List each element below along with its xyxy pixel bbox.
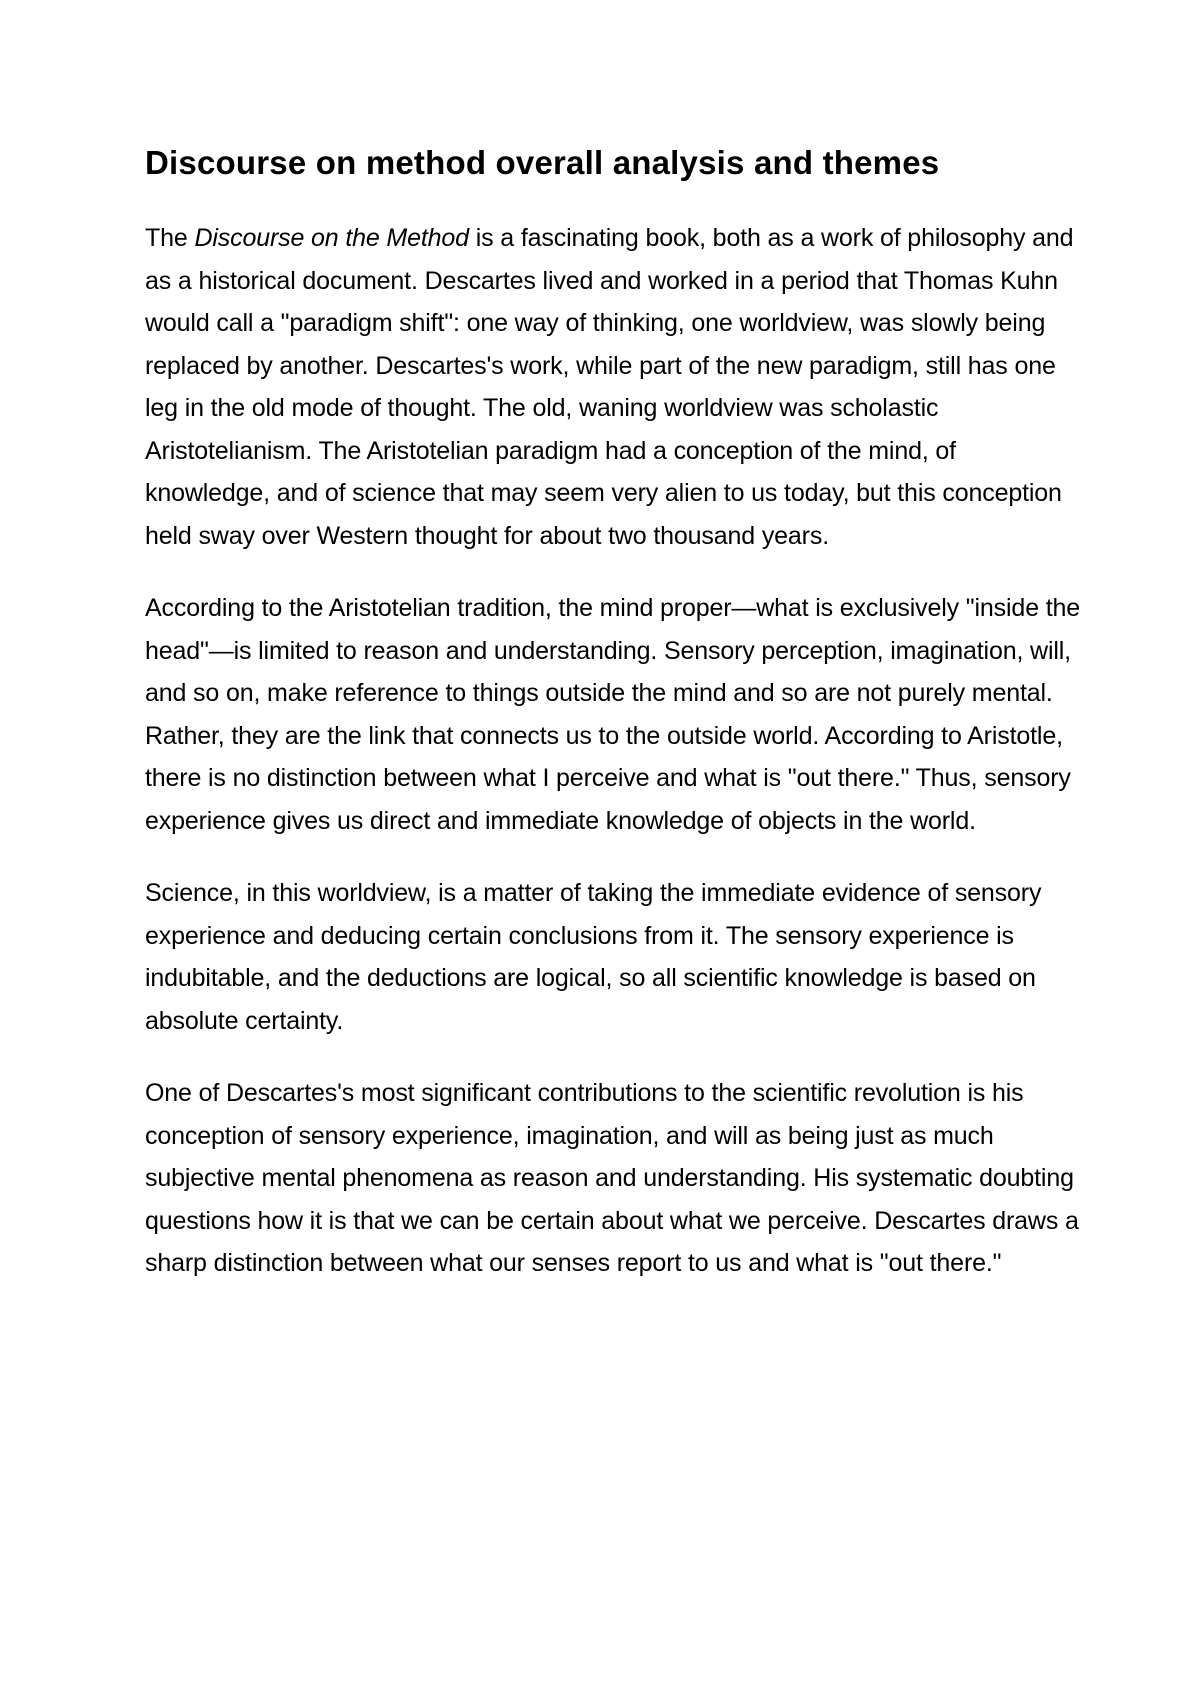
paragraph-4: One of Descartes's most significant contributions to the scientific revolution is his conception of sensory experience, imagination, and will as being just as much subjective mental phenomena as reason and understanding. His systematic doubting questions how it is that we can be certain about what we perceive. Descartes draws a sharp distinction between what our senses report to us and what is "out there." bbox=[145, 1079, 1079, 1277]
book-title: Discourse on the Method bbox=[194, 224, 469, 252]
paragraph-3: Science, in this worldview, is a matter of taking the immediate evidence of sensory experience and deducing certain conclusions from it. The sensory experience is indubitable, and the deductions are logical, so all scientific knowledge is based on absolute certainty. bbox=[145, 879, 1042, 1035]
paragraph-1 bbox=[145, 217, 1082, 557]
paragraph-1-rest: is a fascinating book, both as a work of philosophy and as a historical document. Descartes lived and worked in a period that Thomas Kuhn would call a "paradigm shift": one way of thinking, one worldview, was slowly being replaced by another. Descartes's work, while part of the new paradigm, still has one leg in the old mode of thought. The old, waning worldview was scholastic Aristotelianism. The Aristotelian paradigm had a conception of the mind, of knowledge, and of science that may seem very alien to us today, but this conception held sway over Western thought for about two thousand years. bbox=[145, 224, 1074, 550]
paragraph-2: According to the Aristotelian tradition, the mind proper—what is exclusively "inside the head"—is limited to reason and understanding. Sensory perception, imagination, will, and so on, make reference to things outside the mind and so are not purely mental. Rather, they are the link that connects us to the outside world. According to Aristotle, there is no distinction between what I perceive and what is "out there." Thus, sensory experience gives us direct and immediate knowledge of objects in the world. bbox=[145, 594, 1081, 835]
paragraph-1-lead: The bbox=[145, 224, 195, 252]
document-title: Discourse on method overall analysis and themes bbox=[145, 144, 940, 181]
